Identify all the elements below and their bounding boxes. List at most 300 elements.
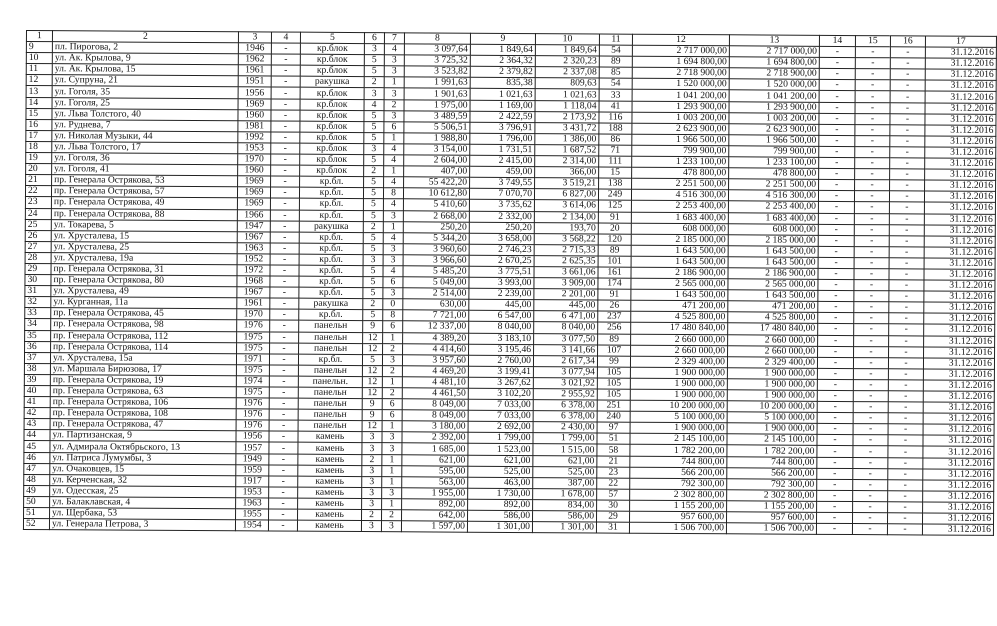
cell-row-number: 18: [26, 141, 52, 152]
cell-area-col-10: 3 519,21: [535, 178, 599, 189]
cell-area-col-10: 3 141,66: [534, 344, 598, 355]
cell-col-14: -: [817, 457, 853, 468]
cell-living-area: 1 021,63: [470, 89, 535, 100]
cell-col-14: -: [819, 157, 855, 168]
cell-col-4: -: [270, 343, 299, 354]
cell-value-col-13: 2 251 500,00: [729, 179, 819, 191]
cell-col-15: -: [854, 269, 889, 280]
cell-living-area: 525,00: [468, 466, 533, 477]
cell-col-14: -: [819, 58, 855, 69]
cell-year-built: 1975: [236, 387, 269, 398]
cell-living-area: 7 033,00: [468, 399, 533, 410]
cell-floors: 9: [362, 410, 382, 421]
cell-year-built: 1963: [236, 498, 269, 509]
cell-col-4: -: [269, 387, 298, 398]
cell-floors: 5: [364, 121, 384, 132]
cell-col-4: -: [269, 498, 298, 509]
cell-area-col-10: 3 909,00: [534, 278, 598, 289]
cell-year-built: 1975: [237, 342, 270, 353]
cell-date: 31.12.2016: [924, 247, 995, 259]
header-cell-value-col-13: 13: [729, 35, 819, 47]
cell-living-area: 1 849,64: [470, 44, 535, 55]
cell-col-16: -: [887, 513, 922, 524]
cell-total-area: 1 975,00: [404, 99, 470, 110]
cell-col-14: -: [819, 91, 855, 102]
cell-wall-material: кр.блок: [300, 65, 364, 76]
cell-col-14: -: [817, 446, 853, 457]
cell-col-15: -: [854, 335, 889, 346]
cell-area-col-10: 2 201,00: [534, 289, 598, 300]
cell-address: ул. Очаковцев, 15: [50, 463, 236, 475]
cell-total-area: 2 604,00: [404, 155, 470, 166]
cell-area-col-10: 2 617,34: [533, 355, 597, 366]
cell-row-number: 42: [24, 408, 50, 419]
cell-col-14: -: [817, 512, 853, 523]
cell-floors: 2: [364, 166, 384, 177]
cell-entrances: 3: [383, 210, 403, 221]
cell-total-area: 630,00: [403, 299, 469, 310]
cell-col-4: -: [271, 110, 300, 121]
cell-year-built: 1970: [237, 309, 270, 320]
cell-row-number: 39: [24, 374, 50, 385]
cell-living-area: 2 670,25: [469, 255, 534, 266]
cell-address: ул. Токарева, 5: [51, 219, 237, 231]
cell-floors: 3: [364, 88, 384, 99]
cell-date: 31.12.2016: [924, 225, 995, 237]
cell-address: ул. Николая Музыки, 44: [52, 131, 238, 143]
cell-value-col-12: 478 800,00: [632, 167, 729, 179]
cell-living-area: 1 523,00: [468, 444, 533, 455]
cell-value-col-13: 2 253 400,00: [728, 201, 818, 213]
header-cell-value-col-12: 12: [632, 34, 729, 46]
cell-value-col-13: 1 233 100,00: [729, 157, 819, 169]
cell-wall-material: камень: [297, 520, 361, 531]
cell-address: пр. Генерала Острякова, 31: [51, 264, 237, 276]
cell-residents: 54: [599, 45, 632, 56]
cell-row-number: 11: [26, 64, 52, 75]
cell-col-4: -: [269, 409, 298, 420]
cell-col-14: -: [818, 324, 854, 335]
cell-area-col-10: 1 118,04: [535, 100, 599, 111]
cell-total-area: 12 337,00: [403, 321, 469, 332]
cell-col-15: -: [854, 313, 889, 324]
cell-col-15: -: [853, 402, 888, 413]
cell-year-built: 1967: [237, 231, 270, 242]
cell-date: 31.12.2016: [924, 191, 995, 203]
cell-area-col-10: 3 431,72: [535, 122, 599, 133]
cell-col-16: -: [889, 324, 924, 335]
cell-col-15: -: [853, 357, 888, 368]
cell-entrances: 3: [381, 521, 401, 532]
cell-year-built: 1947: [237, 220, 270, 231]
cell-area-col-10: 8 040,00: [534, 322, 598, 333]
cell-col-4: -: [271, 165, 300, 176]
cell-entrances: 4: [383, 266, 403, 277]
cell-wall-material: кр.блок: [300, 43, 364, 54]
cell-date: 31.12.2016: [923, 491, 994, 503]
cell-col-4: -: [270, 287, 299, 298]
cell-col-4: -: [270, 198, 299, 209]
cell-wall-material: кр.бл.: [300, 176, 364, 187]
header-cell-year-built: 3: [238, 32, 271, 43]
cell-living-area: 2 415,00: [470, 155, 535, 166]
cell-col-14: -: [817, 357, 853, 368]
cell-col-16: -: [888, 357, 923, 368]
cell-date: 31.12.2016: [925, 136, 996, 148]
cell-entrances: 2: [383, 343, 403, 354]
cell-residents: 33: [599, 89, 632, 100]
cell-date: 31.12.2016: [925, 180, 996, 192]
cell-value-col-12: 1 293 900,00: [632, 101, 729, 113]
cell-wall-material: кр.блок: [300, 88, 364, 99]
cell-entrances: 3: [383, 243, 403, 254]
cell-address: ул. Хрусталева, 15а: [50, 352, 236, 364]
cell-col-15: -: [852, 513, 887, 524]
cell-col-16: -: [889, 269, 924, 280]
cell-area-col-10: 3 614,06: [534, 200, 598, 211]
cell-total-area: 250,20: [403, 221, 469, 232]
cell-row-number: 46: [24, 452, 50, 463]
cell-value-col-13: 5 100 000,00: [727, 412, 817, 424]
cell-col-16: -: [888, 369, 923, 380]
cell-floors: 5: [364, 132, 384, 143]
cell-row-number: 24: [25, 208, 51, 219]
cell-residents: 20: [598, 223, 631, 234]
cell-year-built: 1953: [238, 143, 271, 154]
cell-col-14: -: [819, 168, 855, 179]
cell-floors: 5: [363, 199, 383, 210]
cell-area-col-10: 525,00: [533, 466, 597, 477]
cell-entrances: 3: [382, 443, 402, 454]
cell-address: пр. Генерала Острякова, 114: [51, 341, 237, 353]
cell-col-4: -: [271, 132, 300, 143]
cell-date: 31.12.2016: [923, 413, 994, 425]
cell-entrances: 6: [383, 321, 403, 332]
cell-col-16: -: [887, 524, 922, 535]
cell-value-col-13: 471 200,00: [728, 301, 818, 313]
cell-col-15: -: [855, 113, 890, 124]
cell-year-built: 1951: [238, 76, 271, 87]
cell-residents: 58: [597, 444, 630, 455]
cell-area-col-10: 3 661,06: [534, 267, 598, 278]
cell-row-number: 29: [25, 263, 51, 274]
cell-living-area: 3 199,41: [468, 366, 533, 377]
cell-wall-material: камень: [298, 432, 362, 443]
header-cell-col-14: 14: [819, 35, 855, 46]
cell-residents: 125: [598, 200, 631, 211]
header-cell-total-area: 8: [404, 33, 470, 44]
cell-year-built: 1976: [236, 398, 269, 409]
cell-date: 31.12.2016: [924, 236, 995, 248]
cell-col-14: -: [819, 80, 855, 91]
cell-wall-material: кр.бл.: [299, 232, 363, 243]
cell-col-14: -: [817, 435, 853, 446]
cell-value-col-12: 2 251 500,00: [632, 178, 729, 190]
cell-date: 31.12.2016: [924, 324, 995, 336]
cell-year-built: 1966: [237, 209, 270, 220]
cell-living-area: 7 033,00: [468, 410, 533, 421]
cell-col-14: -: [819, 113, 855, 124]
cell-col-4: -: [271, 43, 300, 54]
cell-wall-material: кр.блок: [300, 99, 364, 110]
cell-address: ул. Гоголя, 36: [52, 153, 238, 165]
cell-wall-material: кр.блок: [300, 54, 364, 65]
cell-year-built: 1976: [236, 409, 269, 420]
cell-living-area: 3 796,91: [470, 122, 535, 133]
cell-col-4: -: [270, 243, 299, 254]
cell-col-14: -: [818, 279, 854, 290]
cell-entrances: 2: [384, 99, 404, 110]
cell-entrances: 1: [382, 499, 402, 510]
cell-area-col-10: 1 849,64: [535, 45, 599, 56]
cell-col-4: -: [270, 254, 299, 265]
cell-value-col-13: 799 900,00: [729, 146, 819, 158]
cell-col-4: -: [270, 187, 299, 198]
cell-wall-material: панельн: [298, 387, 362, 398]
cell-total-area: 2 392,00: [402, 432, 468, 443]
cell-col-16: -: [890, 125, 925, 136]
cell-living-area: 3 195,46: [469, 344, 534, 355]
cell-value-col-13: 2 145 100,00: [727, 434, 817, 446]
cell-date: 31.12.2016: [923, 380, 994, 392]
cell-col-16: -: [890, 136, 925, 147]
cell-address: ул. Ак. Крылова, 15: [52, 64, 238, 76]
cell-residents: 31: [596, 522, 629, 533]
cell-col-14: -: [817, 468, 853, 479]
cell-residents: 105: [597, 389, 630, 400]
cell-address: пр. Генерала Острякова, 49: [51, 197, 237, 209]
cell-living-area: 3 775,51: [469, 266, 534, 277]
cell-col-14: -: [817, 401, 853, 412]
cell-value-col-13: 17 480 840,00: [728, 323, 818, 335]
cell-col-14: -: [816, 523, 852, 534]
cell-value-col-12: 957 600,00: [630, 511, 727, 523]
cell-total-area: 10 612,80: [403, 188, 469, 199]
cell-address: ул. Руднева, 7: [52, 119, 238, 131]
cell-row-number: 16: [26, 119, 52, 130]
cell-col-15: -: [853, 446, 888, 457]
cell-living-area: 2 692,00: [468, 421, 533, 432]
cell-entrances: 1: [384, 133, 404, 144]
cell-address: ул. Гоголя, 25: [52, 97, 238, 109]
cell-date: 31.12.2016: [923, 458, 994, 470]
cell-value-col-13: 1 900 000,00: [727, 368, 817, 380]
cell-date: 31.12.2016: [924, 280, 995, 292]
cell-col-14: -: [818, 202, 854, 213]
header-cell-date: 17: [925, 36, 996, 48]
cell-floors: 5: [364, 66, 384, 77]
cell-value-col-12: 1 155 200,00: [630, 500, 727, 512]
cell-col-4: -: [271, 121, 300, 132]
cell-total-area: 1 991,63: [404, 77, 470, 88]
cell-total-area: 5 344,20: [403, 232, 469, 243]
cell-entrances: 4: [384, 44, 404, 55]
cell-total-area: 5 049,00: [403, 277, 469, 288]
cell-floors: 3: [361, 521, 381, 532]
cell-year-built: 1960: [238, 109, 271, 120]
cell-entrances: 4: [383, 199, 403, 210]
cell-value-col-13: 744 800,00: [727, 456, 817, 468]
cell-date: 31.12.2016: [925, 91, 996, 103]
cell-total-area: 4 389,20: [403, 332, 469, 343]
cell-value-col-13: 4 525 800,00: [728, 312, 818, 324]
cell-row-number: 22: [25, 186, 51, 197]
cell-col-15: -: [853, 424, 888, 435]
cell-address: пр. Генерала Острякова, 45: [51, 308, 237, 320]
header-cell-residents: 11: [599, 34, 632, 45]
cell-col-14: -: [819, 146, 855, 157]
cell-year-built: 1961: [238, 65, 271, 76]
cell-residents: 161: [598, 267, 631, 278]
cell-col-16: -: [889, 346, 924, 357]
cell-col-14: -: [818, 235, 854, 246]
cell-col-16: -: [889, 335, 924, 346]
cell-address: ул. Хрусталева, 19а: [51, 253, 237, 265]
cell-date: 31.12.2016: [923, 369, 994, 381]
cell-living-area: 6 547,00: [469, 311, 534, 322]
cell-residents: 86: [599, 134, 632, 145]
cell-residents: 105: [597, 367, 630, 378]
cell-area-col-10: 387,00: [533, 477, 597, 488]
cell-area-col-10: 2 314,00: [535, 156, 599, 167]
cell-col-16: -: [890, 180, 925, 191]
cell-year-built: 1969: [237, 198, 270, 209]
cell-floors: 2: [362, 510, 382, 521]
cell-living-area: 2 422,59: [470, 111, 535, 122]
cell-address: ул. Гоголя, 35: [52, 86, 238, 98]
cell-wall-material: кр.блок: [300, 165, 364, 176]
cell-row-number: 36: [25, 341, 51, 352]
cell-wall-material: камень: [298, 509, 362, 520]
cell-year-built: 1963: [237, 243, 270, 254]
cell-value-col-12: 2 623 900,00: [632, 123, 729, 135]
cell-residents: 120: [598, 234, 631, 245]
cell-value-col-12: 566 200,00: [630, 467, 727, 479]
cell-year-built: 1960: [238, 165, 271, 176]
cell-value-col-12: 1 966 500,00: [632, 134, 729, 146]
cell-floors: 3: [363, 254, 383, 265]
cell-address: ул. Льва Толстого, 40: [52, 108, 238, 120]
cell-residents: 85: [599, 67, 632, 78]
cell-value-col-12: 1 520 000,00: [632, 79, 729, 91]
cell-col-15: -: [854, 246, 889, 257]
cell-wall-material: панельн: [299, 343, 363, 354]
cell-area-col-10: 1 799,00: [533, 433, 597, 444]
cell-floors: 2: [364, 77, 384, 88]
cell-row-number: 41: [24, 397, 50, 408]
cell-floors: 3: [362, 432, 382, 443]
cell-year-built: 1992: [238, 132, 271, 143]
cell-year-built: 1967: [237, 287, 270, 298]
cell-total-area: 892,00: [402, 499, 468, 510]
cell-residents: 107: [598, 345, 631, 356]
cell-col-15: -: [853, 413, 888, 424]
cell-year-built: 1949: [236, 453, 269, 464]
cell-floors: 9: [363, 321, 383, 332]
cell-value-col-13: 4 516 300,00: [728, 190, 818, 202]
cell-address: ул. Хрусталева, 25: [51, 241, 237, 253]
cell-value-col-13: 1 155 200,00: [727, 501, 817, 513]
cell-col-16: -: [888, 491, 923, 502]
cell-value-col-12: 4 516 300,00: [631, 190, 728, 202]
cell-col-15: -: [853, 391, 888, 402]
cell-residents: 116: [599, 112, 632, 123]
cell-area-col-10: 1 687,52: [535, 145, 599, 156]
cell-floors: 12: [362, 421, 382, 432]
cell-floors: 5: [364, 110, 384, 121]
cell-residents: 57: [597, 489, 630, 500]
cell-living-area: 1 796,00: [470, 133, 535, 144]
cell-col-14: -: [819, 135, 855, 146]
cell-col-4: -: [270, 265, 299, 276]
cell-col-14: -: [818, 246, 854, 257]
cell-living-area: 2 364,32: [470, 55, 535, 66]
cell-col-16: -: [889, 302, 924, 313]
cell-wall-material: панельн: [298, 365, 362, 376]
cell-value-col-12: 2 253 400,00: [631, 201, 728, 213]
cell-value-col-12: 471 200,00: [631, 300, 728, 312]
cell-address: пр. Генерала Острякова, 108: [50, 408, 236, 420]
cell-floors: 2: [363, 221, 383, 232]
cell-col-16: -: [888, 502, 923, 513]
cell-wall-material: кр.бл.: [299, 287, 363, 298]
cell-entrances: 4: [383, 232, 403, 243]
cell-year-built: 1969: [237, 187, 270, 198]
cell-area-col-10: 586,00: [533, 511, 597, 522]
cell-row-number: 43: [24, 419, 50, 430]
cell-date: 31.12.2016: [923, 469, 994, 481]
cell-col-4: -: [269, 376, 298, 387]
header-cell-col-16: 16: [890, 36, 925, 47]
cell-col-4: -: [269, 487, 298, 498]
cell-address: ул. Хрусталева, 49: [51, 286, 237, 298]
cell-wall-material: панельн: [299, 332, 363, 343]
cell-floors: 5: [363, 210, 383, 221]
cell-col-14: -: [817, 479, 853, 490]
cell-col-14: -: [818, 191, 854, 202]
cell-year-built: 1953: [236, 487, 269, 498]
cell-floors: 12: [363, 332, 383, 343]
cell-value-col-12: 2 660 000,00: [631, 345, 728, 357]
cell-area-col-10: 6 471,00: [534, 311, 598, 322]
cell-address: пл. Пирогова, 2: [52, 42, 238, 54]
cell-value-col-13: 2 329 400,00: [727, 357, 817, 369]
cell-date: 31.12.2016: [923, 435, 994, 447]
cell-wall-material: кр.бл.: [299, 210, 363, 221]
cell-col-15: -: [855, 91, 890, 102]
cell-entrances: 1: [382, 454, 402, 465]
cell-floors: 3: [362, 465, 382, 476]
cell-date: 31.12.2016: [925, 147, 996, 159]
cell-col-14: -: [819, 180, 855, 191]
cell-area-col-10: 2 625,35: [534, 255, 598, 266]
cell-col-14: -: [818, 224, 854, 235]
cell-col-4: -: [269, 465, 298, 476]
cell-entrances: 4: [384, 155, 404, 166]
cell-total-area: 3 725,32: [404, 55, 470, 66]
cell-total-area: 3 523,82: [404, 66, 470, 77]
cell-date: 31.12.2016: [925, 69, 996, 81]
cell-entrances: 1: [382, 421, 402, 432]
cell-year-built: 1954: [235, 520, 268, 531]
cell-wall-material: кр.бл.: [298, 354, 362, 365]
cell-year-built: 1976: [237, 320, 270, 331]
cell-address: ул. Балаклавская, 4: [50, 497, 236, 509]
cell-living-area: 8 040,00: [469, 322, 534, 333]
cell-row-number: 35: [25, 330, 51, 341]
cell-wall-material: панельн.: [298, 376, 362, 387]
cell-col-16: -: [890, 80, 925, 91]
